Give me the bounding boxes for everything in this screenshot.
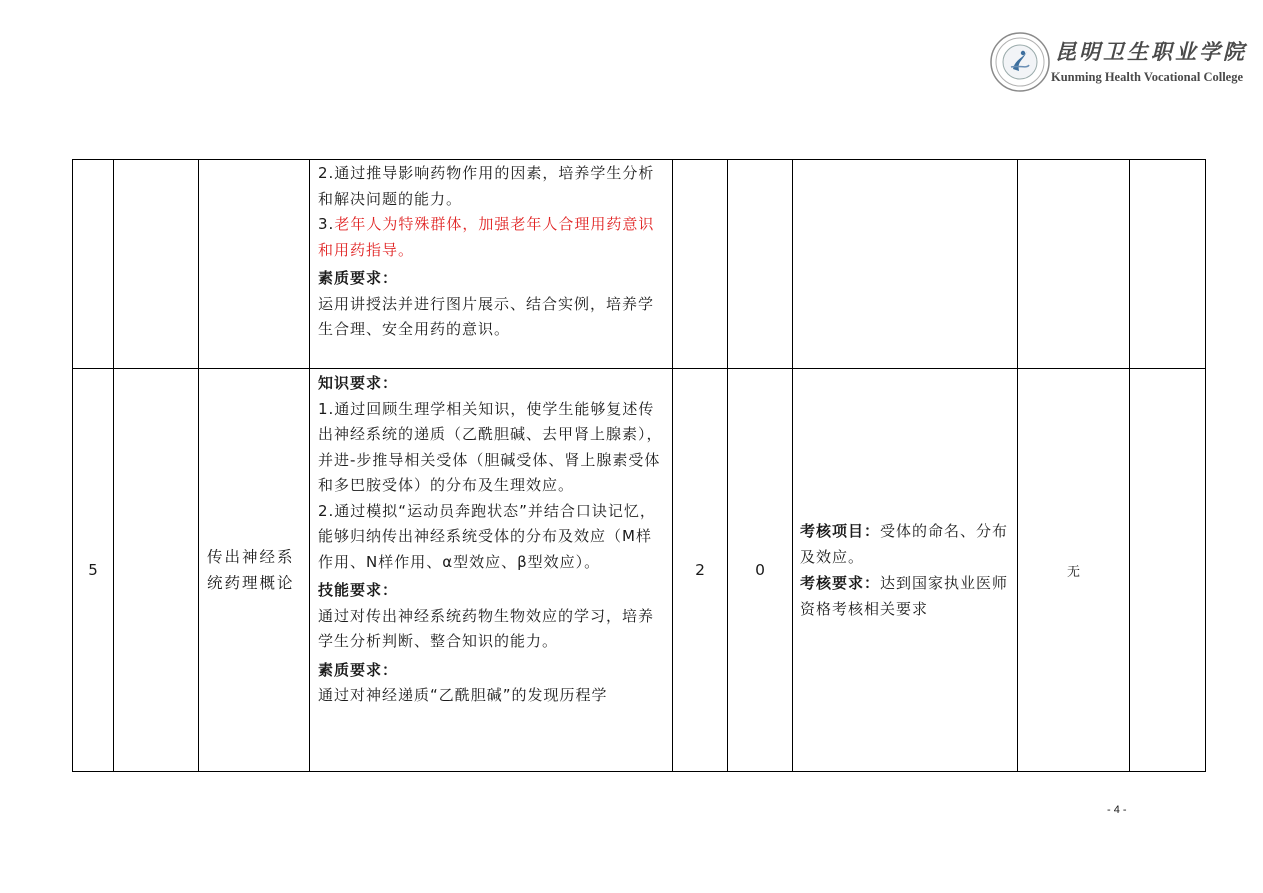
practice-hours	[728, 160, 793, 369]
content-text-highlight	[318, 212, 664, 263]
quality-heading: 素质要求：	[318, 269, 399, 287]
row-number: 5	[73, 369, 114, 772]
quality-text: 运用讲授法并进行图片展示、结合实例，培养学生合理、安全用药的意识。	[318, 294, 655, 338]
content-text: 2.通过推导影响药物作用的因素，培养学生分析和解决问题的能力。	[318, 164, 655, 208]
skill-heading: 技能要求：	[318, 581, 399, 599]
unit-title	[199, 160, 310, 369]
module-cell	[114, 160, 199, 369]
content-cell	[310, 160, 673, 369]
table-row	[73, 160, 1206, 369]
assessment-req-label: 考核要求：	[800, 574, 881, 592]
page-number: - 4 -	[1107, 804, 1127, 816]
quality-text: 通过对神经递质“乙酰胆碱”的发现历程学	[318, 686, 608, 704]
knowledge-heading: 知识要求：	[318, 374, 399, 392]
other-cell: 无	[1018, 369, 1130, 772]
practice-hours: 0	[728, 369, 793, 772]
quality-heading: 素质要求：	[318, 660, 399, 679]
highlight-text: 老年人为特殊群体，加强老年人合理用药意识和用药指导。	[318, 215, 655, 259]
assessment-item	[800, 518, 1011, 570]
row-number	[73, 160, 114, 369]
course-table	[72, 159, 1206, 772]
theory-hours	[673, 160, 728, 369]
knowledge-text-1: 1.通过回顾生理学相关知识，使学生能够复述传出神经系统的递质（乙酰胆碱、去甲肾上腺素），并进-步推导相关受体（胆碱受体、肾上腺素受体和多巴胺受体）的分布及生理效应。	[318, 399, 663, 494]
assessment-cell	[793, 369, 1018, 772]
assessment-item-text: 受体的命名、分布及效应。	[800, 522, 1009, 566]
remark-cell	[1130, 369, 1206, 772]
college-name-chinese: 昆明卫生职业学院	[1055, 39, 1247, 64]
college-logo-icon	[989, 31, 1051, 93]
assessment-req-text: 达到国家执业医师资格考核相关要求	[800, 574, 1009, 618]
assessment-cell	[793, 160, 1018, 369]
module-cell	[114, 369, 199, 772]
unit-title: 传出神经系统药理概论	[199, 369, 310, 772]
highlight-prefix: 3.	[318, 215, 335, 233]
theory-hours: 2	[673, 369, 728, 772]
remark-cell	[1130, 160, 1206, 369]
knowledge-text-2: 2.通过模拟“运动员奔跑状态”并结合口诀记忆，能够归纳传出神经系统受体的分布及效应（M样作用、N样作用、α型效应、β型效应）。	[318, 501, 656, 571]
content-cell	[310, 369, 673, 772]
other-cell	[1018, 160, 1130, 369]
table-row	[73, 369, 1206, 772]
college-name-english: Kunming Health Vocational College	[1051, 70, 1244, 84]
skill-text: 通过对传出神经系统药物生物效应的学习，培养学生分析判断、整合知识的能力。	[318, 606, 655, 650]
assessment-item-label: 考核项目：	[800, 522, 881, 540]
assessment-requirement	[800, 570, 1011, 622]
